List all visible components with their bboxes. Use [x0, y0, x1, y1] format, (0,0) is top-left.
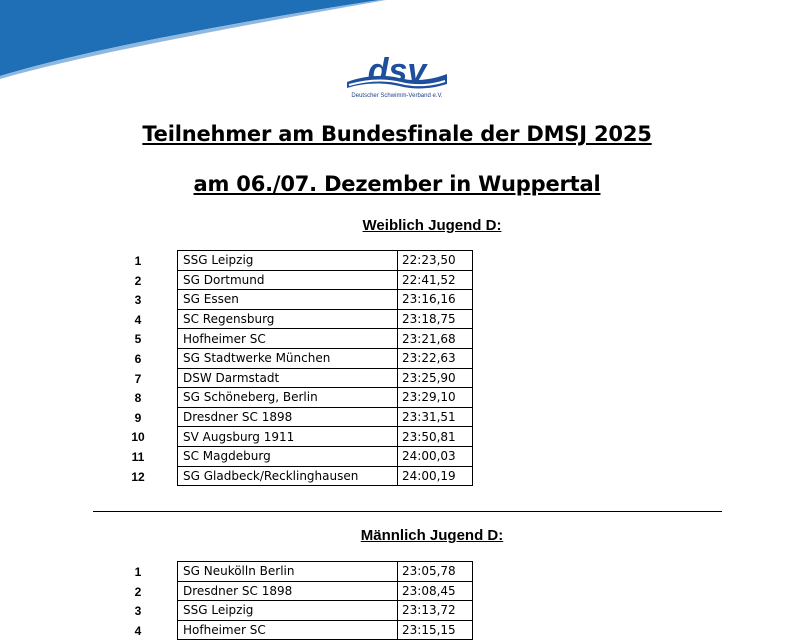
time-cell: 23:15,15 — [398, 620, 473, 640]
table-row — [178, 348, 473, 368]
time-cell: 22:23,50 — [398, 251, 473, 271]
team-cell: Dresdner SC 1898 — [178, 407, 398, 427]
table-row — [178, 427, 473, 447]
time-cell: 23:08,45 — [398, 581, 473, 601]
logo-subtitle: Deutscher Schwimm-Verband e.V. — [351, 93, 443, 99]
team-cell: Hofheimer SC — [178, 620, 398, 640]
table-row — [178, 446, 473, 466]
team-cell: Dresdner SC 1898 — [178, 581, 398, 601]
time-cell: 22:41,52 — [398, 270, 473, 290]
team-cell: SSG Leipzig — [178, 251, 398, 271]
rank-number: 9 — [134, 410, 142, 425]
time-cell: 23:25,90 — [398, 368, 473, 388]
team-cell: SG Dortmund — [178, 270, 398, 290]
table-row — [178, 388, 473, 408]
table-row — [178, 368, 473, 388]
team-cell: Hofheimer SC — [178, 329, 398, 349]
results-table-male — [177, 561, 473, 640]
table-row — [178, 601, 473, 621]
time-cell: 23:31,51 — [398, 407, 473, 427]
team-cell: SC Magdeburg — [178, 446, 398, 466]
team-cell: SV Augsburg 1911 — [178, 427, 398, 447]
rank-number: 2 — [134, 273, 142, 288]
time-cell: 23:16,16 — [398, 290, 473, 310]
time-cell: 23:13,72 — [398, 601, 473, 621]
results-table-female — [177, 250, 473, 486]
rank-number: 4 — [134, 312, 142, 327]
document-subtitle: am 06./07. Dezember in Wuppertal — [193, 172, 601, 196]
table-row — [178, 309, 473, 329]
rank-number: 1 — [134, 565, 142, 579]
rank-number: 6 — [134, 351, 142, 366]
rank-number: 7 — [134, 371, 142, 386]
rank-number: 12 — [131, 469, 145, 484]
svg-text:dsv: dsv — [367, 52, 427, 90]
rank-number: 5 — [134, 332, 142, 347]
time-cell: 24:00,19 — [398, 466, 473, 486]
time-cell: 24:00,03 — [398, 446, 473, 466]
rank-number: 4 — [134, 623, 142, 638]
section-heading-female: Weiblich Jugend D: — [362, 217, 502, 234]
time-cell: 23:29,10 — [398, 388, 473, 408]
team-cell: SSG Leipzig — [178, 601, 398, 621]
rank-column-male — [118, 563, 158, 641]
team-cell: SG Neukölln Berlin — [178, 562, 398, 582]
table-row — [178, 581, 473, 601]
section-divider — [93, 511, 722, 512]
rank-number: 1 — [134, 254, 142, 268]
rank-number: 10 — [131, 430, 145, 445]
table-row — [178, 562, 473, 582]
rank-column-female — [118, 252, 158, 487]
table-row — [178, 329, 473, 349]
team-cell: SG Stadtwerke München — [178, 348, 398, 368]
team-cell: DSW Darmstadt — [178, 368, 398, 388]
rank-number: 3 — [134, 604, 142, 619]
section-heading-male: Männlich Jugend D: — [360, 527, 504, 544]
rank-number: 2 — [134, 584, 142, 599]
document-title: Teilnehmer am Bundesfinale der DMSJ 2025 — [142, 122, 652, 146]
rank-number: 11 — [131, 449, 145, 464]
table-row — [178, 466, 473, 486]
team-cell: SC Regensburg — [178, 309, 398, 329]
table-row — [178, 290, 473, 310]
rank-number: 8 — [134, 391, 142, 406]
time-cell: 23:21,68 — [398, 329, 473, 349]
rank-number: 3 — [134, 293, 142, 308]
team-cell: SG Gladbeck/Recklinghausen — [178, 466, 398, 486]
time-cell: 23:22,63 — [398, 348, 473, 368]
table-row — [178, 407, 473, 427]
team-cell: SG Essen — [178, 290, 398, 310]
table-row — [178, 251, 473, 271]
time-cell: 23:50,81 — [398, 427, 473, 447]
table-row — [178, 270, 473, 290]
team-cell: SG Schöneberg, Berlin — [178, 388, 398, 408]
time-cell: 23:18,75 — [398, 309, 473, 329]
time-cell: 23:05,78 — [398, 562, 473, 582]
table-row — [178, 620, 473, 640]
